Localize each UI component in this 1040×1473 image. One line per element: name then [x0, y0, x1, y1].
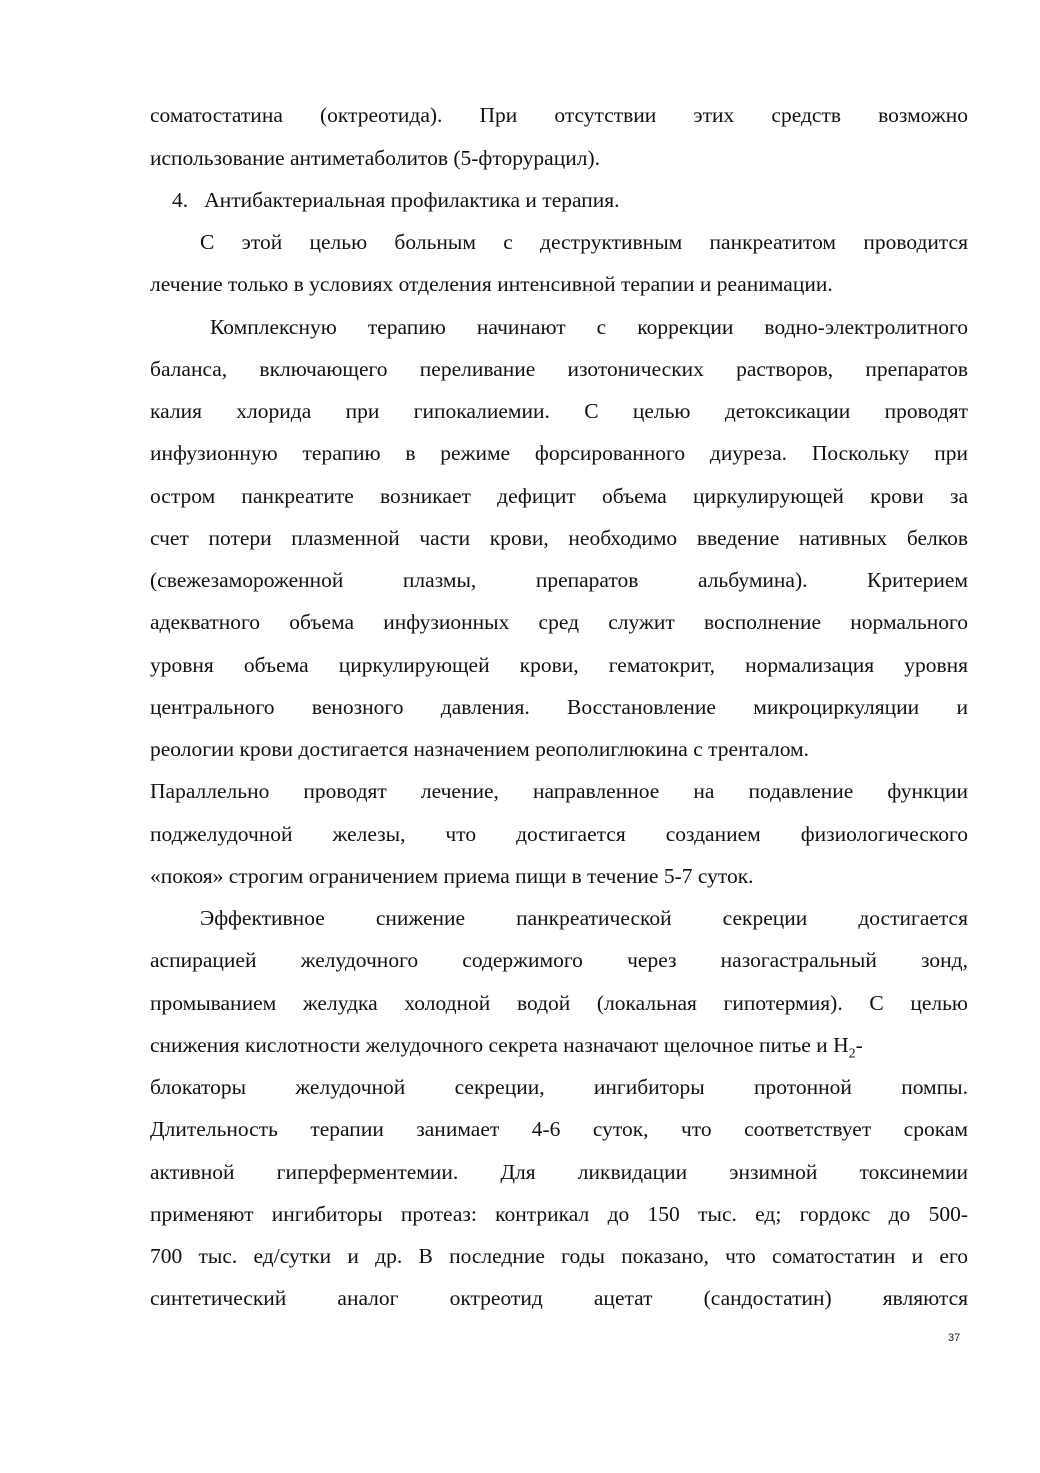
text-line: калия хлорида при гипокалиемии. С целью детоксикации проводят — [150, 399, 968, 423]
text-line: активной гиперферментемии. Для ликвидации энзимной токсинемии — [150, 1160, 968, 1184]
text-line: баланса, включающего переливание изотонических растворов, препаратов — [150, 357, 968, 381]
text-line: лечение только в условиях отделения интенсивной терапии и реанимации. — [150, 272, 833, 296]
text-line: остром панкреатите возникает дефицит объема циркулирующей крови за — [150, 484, 968, 508]
text-line: счет потери плазменной части крови, необходимо введение нативных белков — [150, 526, 968, 550]
text-line: Комплексную терапию начинают с коррекции водно-электролитного — [210, 315, 968, 339]
hyphen: - — [855, 1033, 863, 1057]
text-line: поджелудочной железы, что достигается созданием физиологического — [150, 822, 968, 846]
text-line: адекватного объема инфузионных сред служит восполнение нормального — [150, 610, 968, 634]
text-segment: снижения кислотности желудочного секрета назначают щелочное питье и Н — [150, 1033, 849, 1057]
text-line: центрального венозного давления. Восстановление микроциркуляции и — [150, 695, 968, 719]
text-line: использование антиметаболитов (5-фторурацил). — [150, 146, 600, 170]
page-number: 37 — [948, 1332, 961, 1344]
text-line: «покоя» строгим ограничением приема пищи в течение 5-7 суток. — [150, 864, 754, 888]
text-line: аспирацией желудочного содержимого через назогастральный зонд, — [150, 948, 968, 972]
text-line: (свежезамороженной плазмы, препаратов альбумина). Критерием — [150, 568, 968, 592]
text-line: промыванием желудка холодной водой (локальная гипотермия). С целью — [150, 991, 968, 1015]
text-line-with-subscript — [150, 1031, 968, 1062]
text-line: инфузионную терапию в режиме форсированного диуреза. Поскольку при — [150, 441, 968, 465]
text-line: соматостатина (октреотида). При отсутствии этих средств возможно — [150, 103, 968, 127]
text-line: С этой целью больным с деструктивным панкреатитом проводится — [200, 230, 968, 254]
text-line: уровня объема циркулирующей крови, гематокрит, нормализация уровня — [150, 653, 968, 677]
text-line: синтетический аналог октреотид ацетат (сандостатин) являются — [150, 1286, 968, 1310]
text-line: Параллельно проводят лечение, направленное на подавление функции — [150, 779, 968, 803]
text-line: 700 тыс. ед/сутки и др. В последние годы показано, что соматостатин и его — [150, 1244, 968, 1268]
text-line: применяют ингибиторы протеаз: контрикал до 150 тыс. ед; гордокс до 500- — [150, 1202, 968, 1226]
text-line: реологии крови достигается назначением реополиглюкина с тренталом. — [150, 737, 810, 761]
subscript-2: 2 — [848, 1046, 856, 1062]
text-line: Длительность терапии занимает 4-6 суток, что соответствует срокам — [150, 1117, 968, 1141]
list-item: 4. Антибактериальная профилактика и терапия. — [172, 188, 620, 212]
text-line: блокаторы желудочной секреции, ингибиторы протонной помпы. — [150, 1075, 968, 1099]
text-line: Эффективное снижение панкреатической секреции достигается — [200, 906, 968, 930]
